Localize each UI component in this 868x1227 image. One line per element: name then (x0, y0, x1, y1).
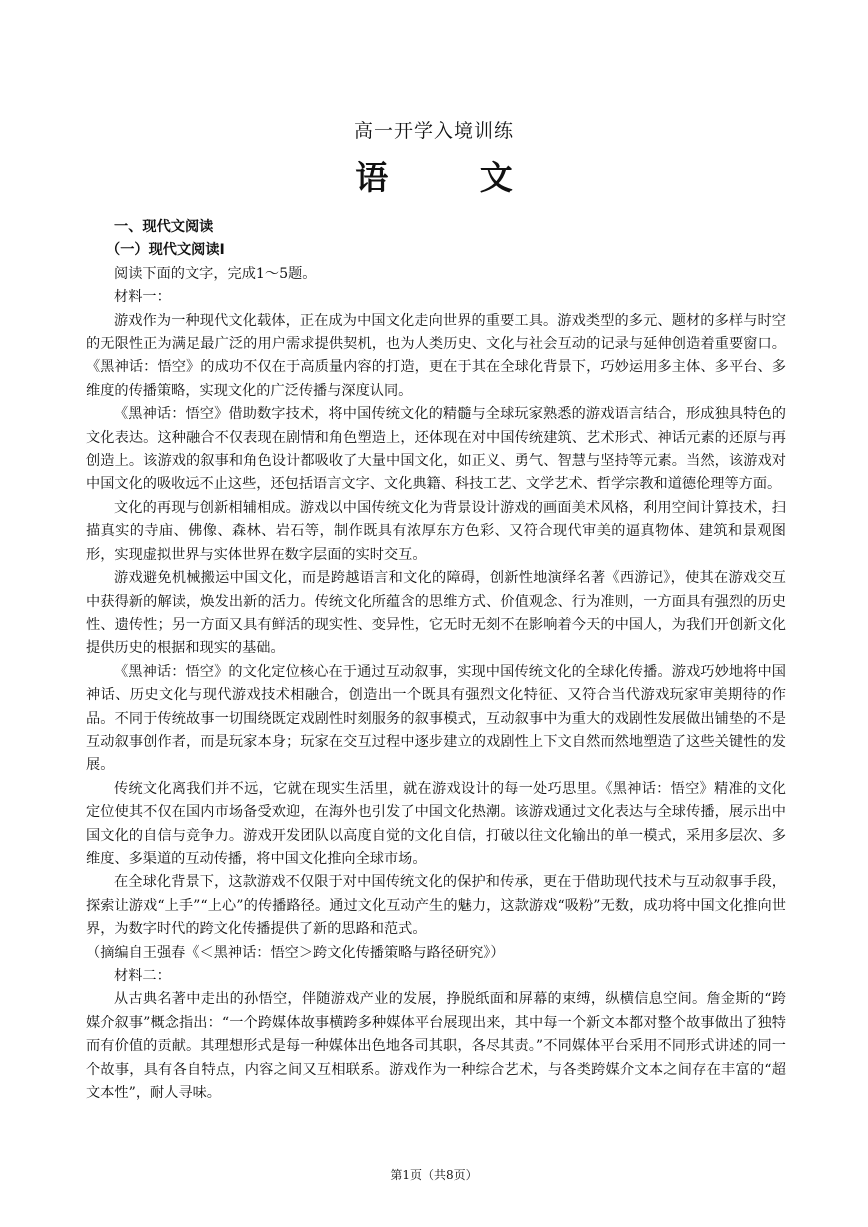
exam-subtitle: 高一开学入境训练 (353, 120, 514, 142)
paragraph: 《黑神话：悟空》的文化定位核心在于通过互动叙事，实现中国传统文化的全球化传播。游戏巧妙地将中国神话、历史文化与现代游戏技术相融合，创造出一个既具有强烈文化特征、又符合当代游戏玩家审美期待的作品。不同于传统故事一切围绕既定戏剧性时刻服务的叙事模式，互动叙事中为重大的戏剧性发展做出铺垫的不是互动叙事创作者，而是玩家本身；玩家在交互过程中逐步建立的戏剧性上下文自然而然地塑造了这些关键性的发展。 (86, 663, 786, 774)
material1-source: （摘编自王强春《＜黑神话：悟空＞跨文化传播策略与路径研究》） (86, 944, 505, 961)
paragraph: 《黑神话：悟空》借助数字技术，将中国传统文化的精髓与全球玩家熟悉的游戏语言结合，形成独具特色的文化表达。这种融合不仅表现在剧情和角色塑造上，还体现在对中国传统建筑、艺术形式、神话元素的还原与再创造上。该游戏的叙事和角色设计都吸收了大量中国文化，如正义、勇气、智慧与坚持等元素。当然，该游戏对中国文化的吸收远不止这些，还包括语言文字、文化典籍、科技工艺、文学艺术、哲学宗教和道德伦理等方面。 (86, 406, 786, 493)
section-heading: 一、现代文阅读 (114, 219, 214, 235)
paragraph: 传统文化离我们并不远，它就在现实生活里，就在游戏设计的每一处巧思里。《黑神话：悟空》精准的文化定位使其不仅在国内市场备受欢迎，在海外也引发了中国文化热潮。该游戏通过文化表达与全球传播，展示出中国文化的自信与竞争力。游戏开发团队以高度自觉的文化自信，打破以往文化输出的单一模式，采用多层次、多维度、多渠道的互动传播，将中国文化推向全球市场。 (86, 780, 786, 867)
paragraph: 文化的再现与创新相辅相成。游戏以中国传统文化为背景设计游戏的画面美术风格，利用空间计算技术，扫描真实的寺庙、佛像、森林、岩石等，制作既具有浓厚东方色彩、又符合现代审美的逼真物体、建筑和景观图形，实现虚拟世界与实体世界在数字层面的实时交互。 (86, 499, 786, 563)
section-subheading: （一）现代文阅读Ⅰ (106, 242, 225, 259)
paragraph: 游戏作为一种现代文化载体，正在成为中国文化走向世界的重要工具。游戏类型的多元、题材的多样与时空的无限性正为满足最广泛的用户需求提供契机，也为人类历史、文化与社会互动的记录与延伸创造着重要窗口。《黑神话：悟空》的成功不仅在于高质量内容的打造，更在于其在全球化背景下，巧妙运用多主体、多平台、多维度的传播策略，实现文化的广泛传播与深度认同。 (86, 312, 786, 399)
material1-label: 材料一： (114, 289, 171, 306)
reading-section (86, 216, 786, 1105)
paragraph: 在全球化背景下，这款游戏不仅限于对中国传统文化的保护和传承，更在于借助现代技术与互动叙事手段，探索让游戏“上手”“上心”的传播路径。通过文化互动产生的魅力，这款游戏“吸粉”无数，成功将中国文化推向世界，为数字时代的跨文化传播提供了新的思路和范式。 (86, 874, 786, 938)
paragraph: 从古典名著中走出的孙悟空，伴随游戏产业的发展，挣脱纸面和屏幕的束缚，纵横信息空间。詹金斯的“跨媒介叙事”概念指出：“一个跨媒体故事横跨多种媒体平台展现出来，其中每一个新文本都对整个故事做出了独特而有价值的贡献。其理想形式是每一种媒体出色地各司其职，各尽其责。”不同媒体平台采用不同形式讲述的同一个故事，具有各自特点，内容之间又互相联系。游戏作为一种综合艺术，与各类跨媒介文本之间存在丰富的“超文本性”，耐人寻味。 (86, 991, 786, 1102)
paragraph: 游戏避免机械搬运中国文化，而是跨越语言和文化的障碍，创新性地演绎名著《西游记》，使其在游戏交互中获得新的解读，焕发出新的活力。传统文化所蕴含的思维方式、价值观念、行为准则，一方面具有强烈的历史性、遗传性；另一方面又具有鲜活的现实性、变异性，它无时无刻不在影响着今天的中国人，为我们开创新文化提供历史的根据和现实的基础。 (86, 570, 786, 657)
exam-title: 语 文 (355, 158, 553, 197)
page-footer: 第1页（共8页） (390, 1168, 478, 1182)
instruction: 阅读下面的文字，完成1～5题。 (114, 265, 317, 282)
material2-label: 材料二： (114, 968, 171, 984)
